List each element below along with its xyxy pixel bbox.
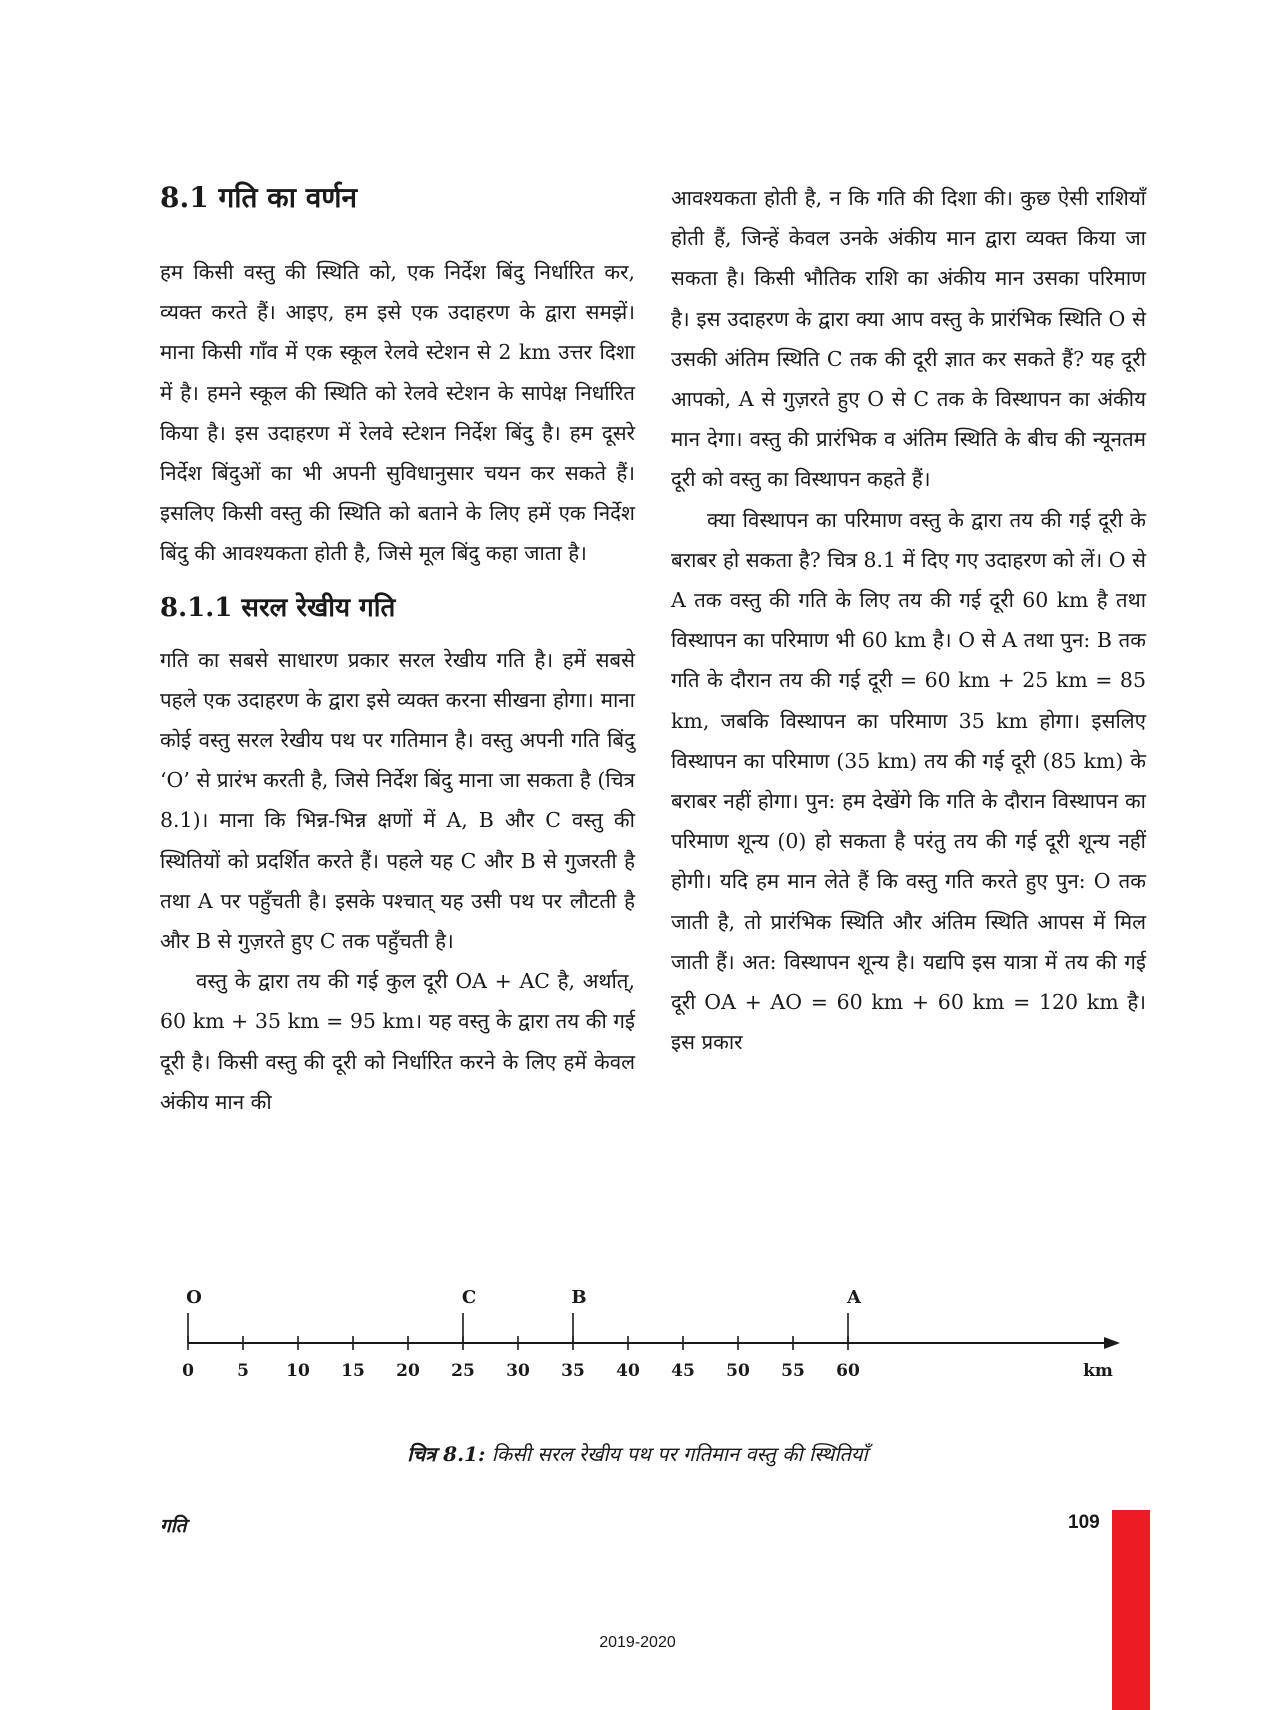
section-heading: 8.1 गति का वर्णन bbox=[160, 181, 358, 214]
paragraph: गति का सबसे साधारण प्रकार सरल रेखीय गति है। हमें सबसे पहले एक उदाहरण के द्वारा इसे व्यक्त करना सीखना होगा। माना कोई वस्तु सरल रेखीय पथ पर गतिमान है। वस्तु अपनी गति बिंदु ‘O’ से प्रारंभ करती है, जिसे निर्देश बिंदु माना जा सकता है (चित्र 8.1)। माना कि भिन्न-भिन्न क्षणों में A, B और C वस्तु की स्थितियों को प्रदर्शित करते हैं। पहले यह C और B से गुजरती है तथा A पर पहुँचती है। इसके पश्चात् यह उसी पथ पर लौटती है और B से गुज़रते हुए C तक पहुँचती है। bbox=[160, 647, 635, 954]
tick-label: 15 bbox=[341, 1361, 365, 1381]
figure-caption bbox=[0, 1440, 1275, 1467]
chapter-name: गति bbox=[160, 1515, 187, 1537]
page-number: 109 bbox=[1068, 1512, 1100, 1533]
tick-label: 35 bbox=[561, 1361, 585, 1381]
paragraph: आवश्यकता होती है, न कि गति की दिशा की। कुछ ऐसी राशियाँ होती हैं, जिन्हें केवल उनके अंकीय मान द्वारा व्यक्त किया जा सकता है। किसी भौतिक राशि का अंकीय मान उसका परिमाण है। इस उदाहरण के द्वारा क्या आप वस्तु के प्रारंभिक स्थिति O से उसकी अंतिम स्थिति C तक की दूरी ज्ञात कर सकते हैं? यह दूरी आपको, A से गुज़रते हुए O से C तक के विस्थापन का अंकीय मान देगा। वस्तु की प्रारंभिक व अंतिम स्थिति के बीच की न्यूनतम दूरी को वस्तु का विस्थापन कहते हैं। bbox=[671, 186, 1146, 492]
tick-label: 0 bbox=[182, 1361, 194, 1381]
tick-label: 60 bbox=[836, 1361, 860, 1381]
position-label: A bbox=[847, 1287, 861, 1308]
right-column bbox=[671, 178, 1146, 1062]
tick-label: 25 bbox=[451, 1361, 475, 1381]
tick-label: 55 bbox=[781, 1361, 805, 1381]
year-label: 2019-2020 bbox=[599, 1634, 676, 1651]
paragraph: क्या विस्थापन का परिमाण वस्तु के द्वारा तय की गई दूरी के बराबर हो सकता है? चित्र 8.1 में दिए गए उदाहरण को लें। O से A तक वस्तु की गति के लिए तय की गई दूरी 60 km है तथा विस्थापन का परिमाण भी 60 km है। O से A तथा पुन: B तक गति के दौरान तय की गई दूरी = 60 km + 25 km = 85 km, जबकि विस्थापन का परिमाण 35 km होगा। इसलिए विस्थापन का परिमाण (35 km) तय की गई दूरी (85 km) के बराबर नहीं होगा। पुन: हम देखेंगे कि गति के दौरान विस्थापन का परिमाण शून्य (0) हो सकता है परंतु तय की गई दूरी शून्य नहीं होगी। यदि हम मान लेते हैं कि वस्तु गति करते हुए पुन: O तक जाती है, तो प्रारंभिक स्थिति और अंतिम स्थिति आपस में मिल जाती हैं। अत: विस्थापन शून्य है। यद्यपि इस यात्रा में तय की गई दूरी OA + AO = 60 km + 60 km = 120 km है। इस प्रकार bbox=[671, 507, 1146, 1055]
position-label: C bbox=[461, 1287, 477, 1308]
position-label: B bbox=[571, 1287, 587, 1308]
paragraph: वस्तु के द्वारा तय की गई कुल दूरी OA + AC है, अर्थात्, 60 km + 35 km = 95 km। यह वस्तु के द्वारा तय की गई दूरी है। किसी वस्तु की दूरी को निर्धारित करने के लिए हमें केवल अंकीय मान की bbox=[160, 969, 635, 1114]
tick-label: 45 bbox=[671, 1361, 695, 1381]
tick-label: 20 bbox=[396, 1361, 420, 1381]
caption-text: किसी सरल रेखीय पथ पर गतिमान वस्तु की स्थितियाँ bbox=[485, 1442, 868, 1466]
unit-label: km bbox=[1083, 1361, 1113, 1381]
left-column bbox=[160, 178, 635, 1122]
number-line-figure bbox=[170, 1285, 1140, 1395]
paragraph: हम किसी वस्तु की स्थिति को, एक निर्देश बिंदु निर्धारित कर, व्यक्त करते हैं। आइए, हम इसे एक उदाहरण के द्वारा समझें। माना किसी गाँव में एक स्कूल रेलवे स्टेशन से 2 km उत्तर दिशा में है। हमने स्कूल की स्थिति को रेलवे स्टेशन के सापेक्ष निर्धारित किया है। इस उदाहरण में रेलवे स्टेशन निर्देश बिंदु है। हम दूसरे निर्देश बिंदुओं का भी अपनी सुविधानुसार चयन कर सकते हैं। इसलिए किसी वस्तु की स्थिति को बताने के लिए हमें एक निर्देश बिंदु की आवश्यकता होती है, जिसे मूल बिंदु कहा जाता है। bbox=[160, 260, 635, 566]
page-edge-marker bbox=[1112, 1510, 1150, 1710]
tick-label: 30 bbox=[506, 1361, 530, 1381]
subsection-heading: 8.1.1 सरल रेखीय गति bbox=[160, 592, 396, 623]
number-line-svg bbox=[170, 1285, 1140, 1395]
tick-label: 5 bbox=[237, 1361, 249, 1381]
tick-label: 40 bbox=[616, 1361, 640, 1381]
position-label: O bbox=[186, 1287, 202, 1308]
tick-label: 10 bbox=[286, 1361, 310, 1381]
caption-label: चित्र 8.1: bbox=[407, 1442, 486, 1466]
axis-arrowhead bbox=[1104, 1337, 1120, 1349]
tick-label: 50 bbox=[726, 1361, 750, 1381]
